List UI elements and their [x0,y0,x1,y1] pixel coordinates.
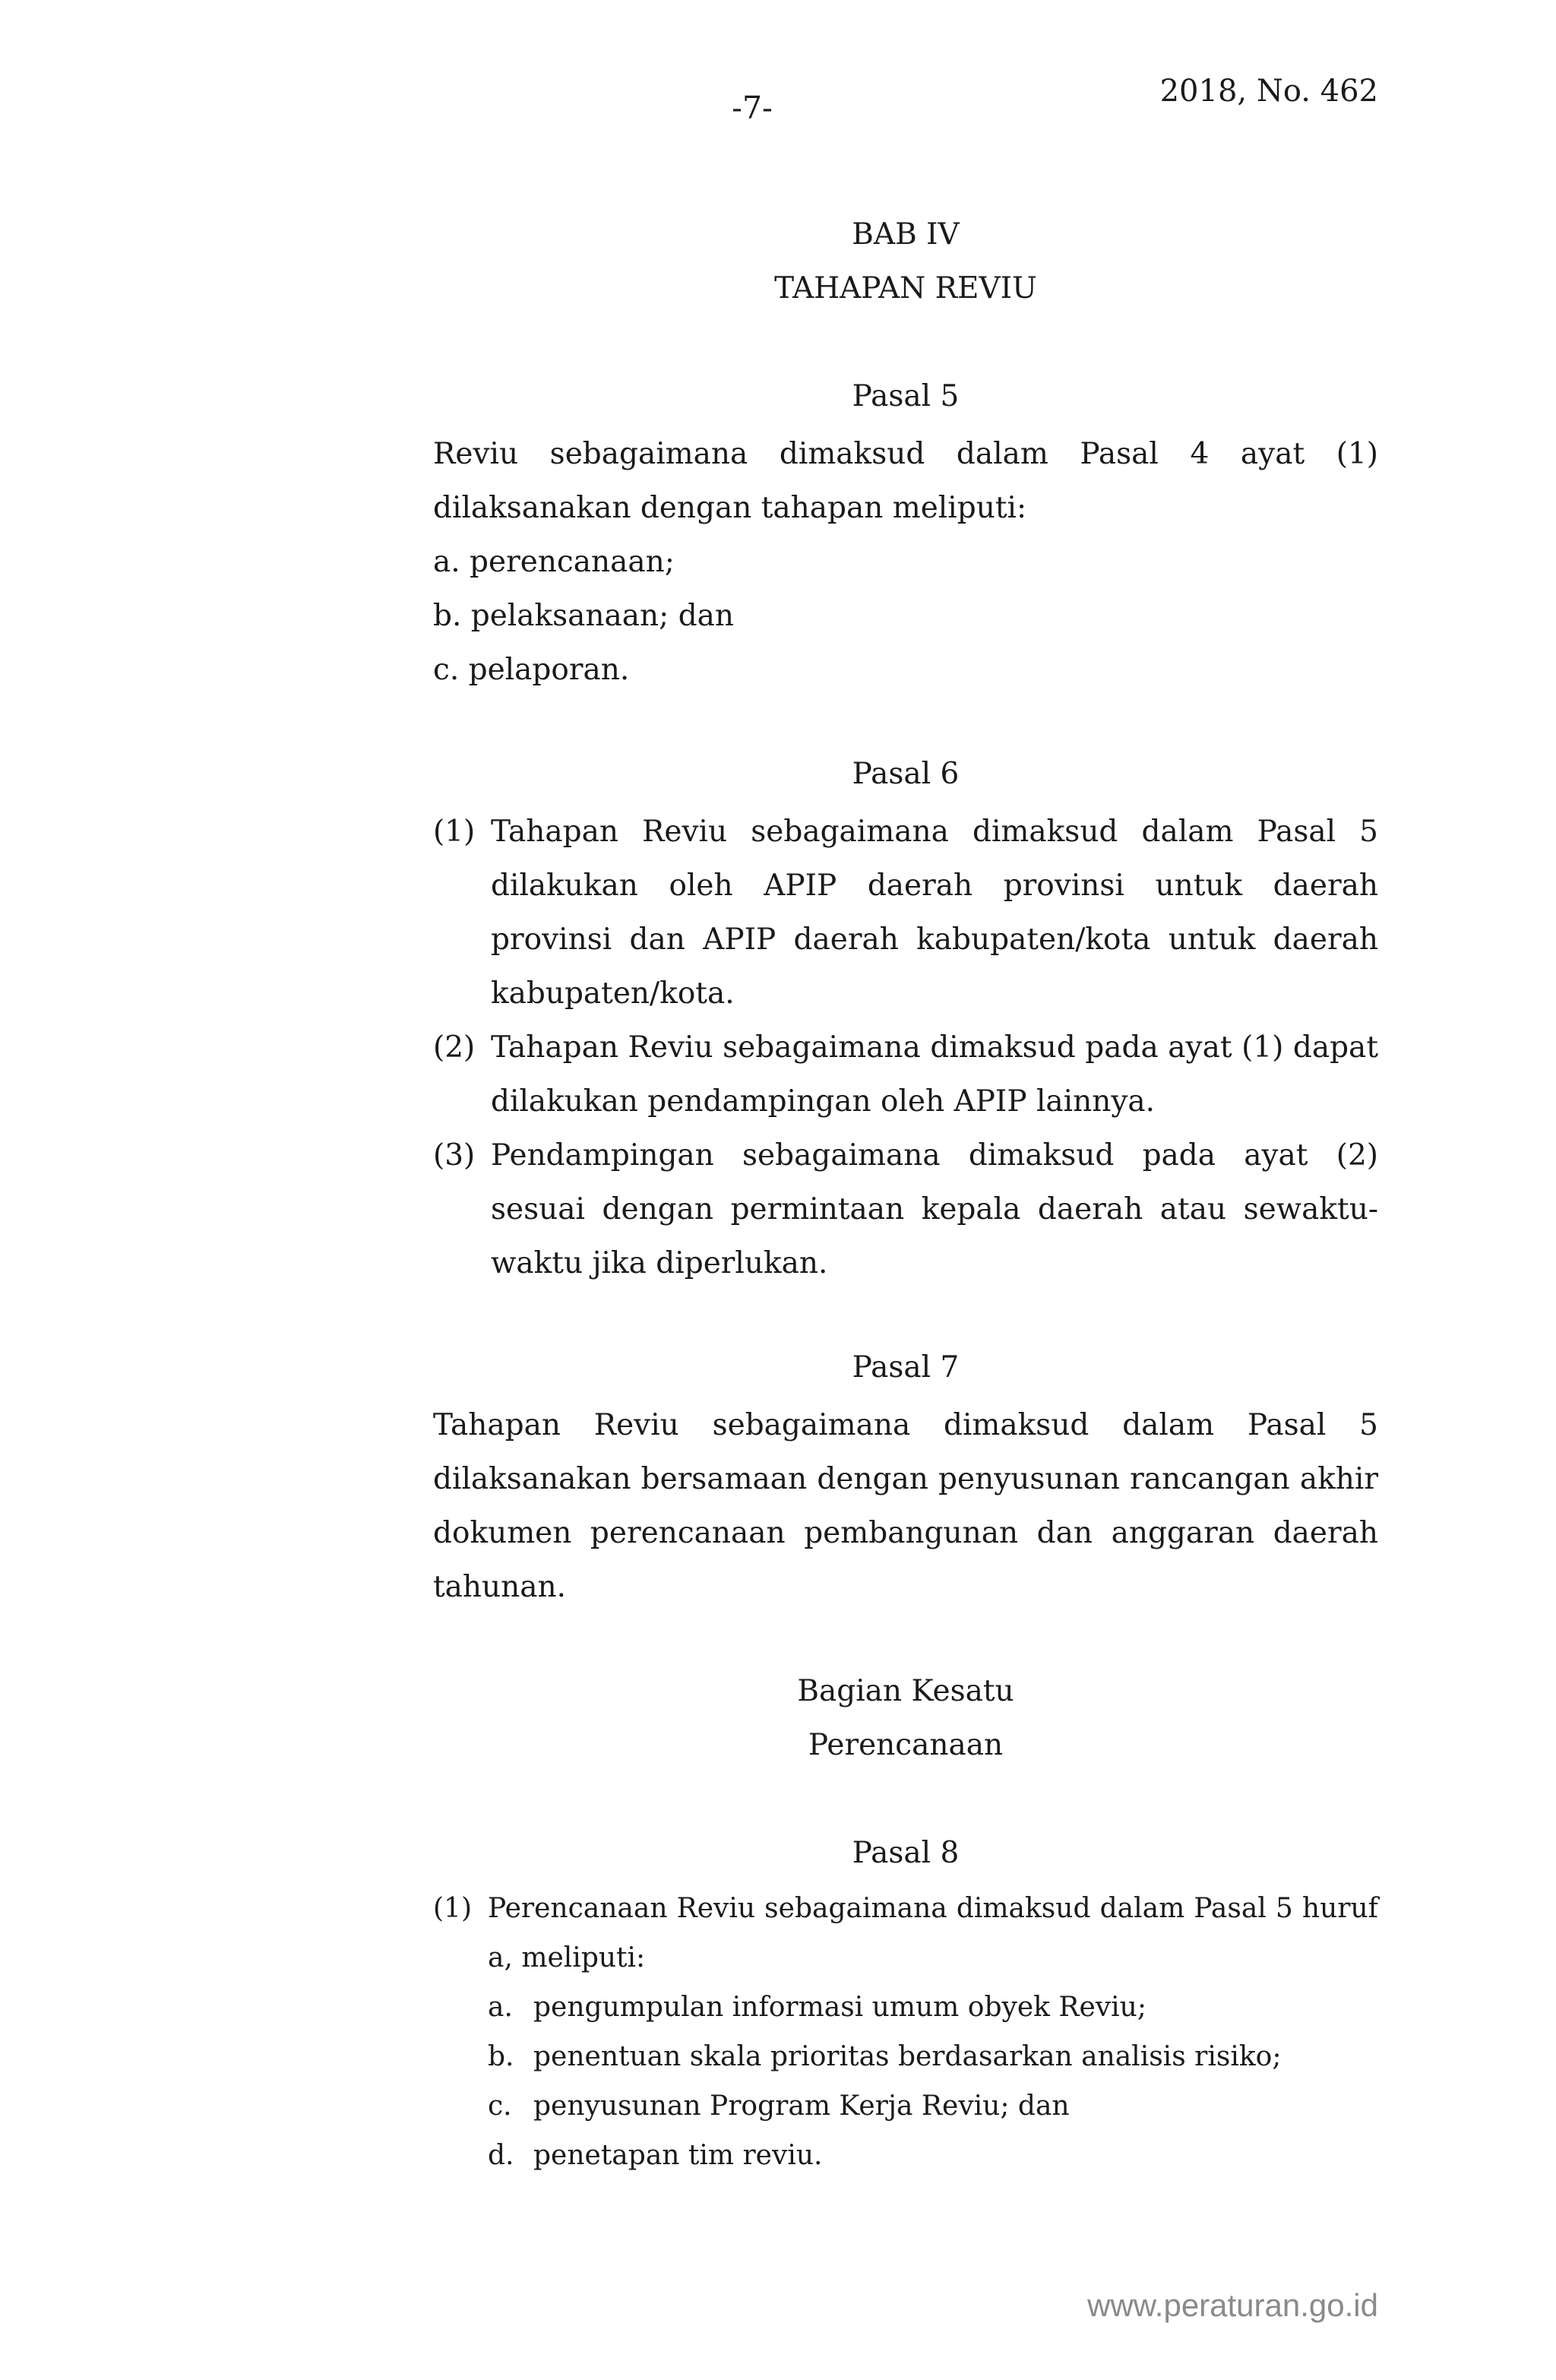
chapter-title: TAHAPAN REVIU [774,271,1037,305]
list-letter: d. [488,2140,514,2171]
pasal-5-item-a: a. perencanaan; [433,545,675,579]
watermark-link: www.peraturan.go.id [1087,2287,1378,2323]
list-letter: b. [488,2041,514,2072]
pasal-8-title: Pasal 8 [852,1836,960,1870]
list-item [488,2131,1378,2180]
section-label: Bagian Kesatu [797,1674,1014,1708]
pasal-7-title: Pasal 7 [852,1350,960,1385]
page-number: -7- [732,90,773,126]
list-text: pengumpulan informasi umum obyek Reviu; [533,1992,1146,2023]
pasal-5-item-b: b. pelaksanaan; dan [433,599,735,633]
ayat-text: Tahapan Reviu sebagaimana dimaksud pada ayat (1) dapat dilakukan pendampingan oleh APIP lainnya. [491,1030,1378,1119]
list-item [488,1983,1378,2032]
list-item [488,2032,1378,2081]
ayat-number: (2) [433,1030,476,1065]
pasal-5-item-c: c. pelaporan. [433,653,630,687]
ayat-text: Tahapan Reviu sebagaimana dimaksud dalam Pasal 5 dilakukan oleh APIP daerah provinsi untuk daerah provinsi dan APIP daerah kabupaten/kota untuk daerah kabupaten/kota. [491,815,1378,1011]
list-letter: c. [488,2090,512,2122]
pasal-6-ayat-1 [433,805,1378,1021]
ayat-number: (1) [433,1893,472,1924]
pasal-8-sublist [488,1983,1378,2180]
ayat-number: (3) [433,1138,476,1173]
pasal-6-ayat-3 [433,1128,1378,1290]
pasal-6-ayat-2 [433,1021,1378,1128]
document-reference: 2018, No. 462 [1159,74,1378,109]
list-item [488,2081,1378,2131]
pasal-7-text: Tahapan Reviu sebagaimana dimaksud dalam Pasal 5 dilaksanakan bersamaan dengan penyusunan rancangan akhir dokumen perencanaan pembangunan dan anggaran daerah tahunan. [433,1408,1378,1604]
section-title: Perencanaan [808,1728,1004,1762]
list-text: penetapan tim reviu. [533,2140,823,2171]
document-body [433,211,1378,2180]
chapter-label: BAB IV [852,217,960,252]
pasal-8-ayat-1 [433,1884,1378,1983]
ayat-text: Perencanaan Reviu sebagaimana dimaksud dalam Pasal 5 huruf a, meliputi: [488,1893,1378,1973]
pasal-6-title: Pasal 6 [852,757,960,791]
list-text: penentuan skala prioritas berdasarkan analisis risiko; [533,2041,1282,2072]
pasal-5-title: Pasal 5 [852,379,960,413]
ayat-number: (1) [433,815,476,849]
list-letter: a. [488,1992,513,2023]
pasal-5-intro: Reviu sebagaimana dimaksud dalam Pasal 4 ayat (1) dilaksanakan dengan tahapan meliputi: [433,437,1378,525]
ayat-text: Pendampingan sebagaimana dimaksud pada ayat (2) sesuai dengan permintaan kepala daerah atau sewaktu-waktu jika diperlukan. [491,1138,1378,1280]
list-text: penyusunan Program Kerja Reviu; dan [533,2090,1070,2122]
